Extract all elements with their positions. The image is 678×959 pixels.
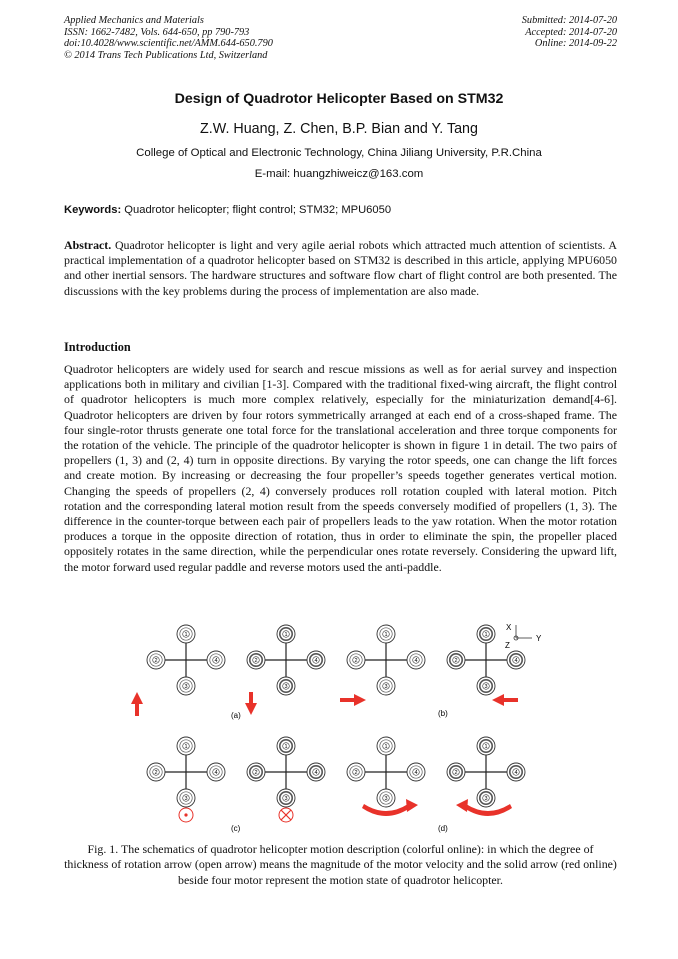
rotor-number: 2 bbox=[154, 770, 158, 777]
rotor-number: 4 bbox=[314, 658, 318, 665]
rotor-number: 4 bbox=[514, 770, 518, 777]
quadrotor-8 bbox=[447, 737, 525, 807]
copyright-line: © 2014 Trans Tech Publications Ltd, Switzerland bbox=[64, 49, 268, 61]
authors: Z.W. Huang, Z. Chen, B.P. Bian and Y. Tang bbox=[200, 121, 478, 137]
rotor-number: 4 bbox=[414, 770, 418, 777]
rotor bbox=[147, 651, 165, 669]
rotor-number: 4 bbox=[414, 658, 418, 665]
rotor-number: 3 bbox=[484, 796, 488, 803]
rotor bbox=[147, 763, 165, 781]
panel-label-a: (a) bbox=[231, 711, 241, 720]
paper-title: Design of Quadrotor Helicopter Based on STM32 bbox=[174, 91, 504, 107]
keywords-text: Quadrotor helicopter; flight control; STM32; MPU6050 bbox=[121, 204, 392, 216]
rotor-number: 1 bbox=[484, 632, 488, 639]
quadrotor-7 bbox=[347, 737, 425, 807]
rotor bbox=[247, 651, 265, 669]
abstract-label: Abstract. bbox=[64, 238, 112, 252]
axis-x: X bbox=[506, 623, 512, 632]
rotor-number: 4 bbox=[314, 770, 318, 777]
axis-z: Z bbox=[505, 641, 510, 650]
rotor bbox=[377, 625, 395, 643]
doi-line: doi:10.4028/www.scientific.net/AMM.644-650.790 bbox=[64, 38, 273, 50]
rotor-number: 1 bbox=[184, 632, 188, 639]
arrow-right bbox=[340, 694, 366, 706]
quadrotor-1 bbox=[147, 625, 225, 695]
rotor-number: 1 bbox=[384, 744, 388, 751]
issn-line: ISSN: 1662-7482, Vols. 644-650, pp 790-793 bbox=[64, 26, 250, 38]
rotor-number: 2 bbox=[354, 658, 358, 665]
rotor-number: 1 bbox=[284, 632, 288, 639]
rotor-number: 2 bbox=[254, 658, 258, 665]
rotor bbox=[477, 789, 495, 807]
rotor-number: 1 bbox=[284, 744, 288, 751]
rotor bbox=[347, 651, 365, 669]
rotor bbox=[507, 651, 525, 669]
quadrotor-6 bbox=[247, 737, 325, 807]
panel-label-d: (d) bbox=[438, 824, 448, 833]
marker-cross bbox=[279, 808, 293, 822]
rotor-number: 2 bbox=[254, 770, 258, 777]
submitted-date: Submitted: 2014-07-20 bbox=[521, 15, 617, 26]
rotor-number: 4 bbox=[514, 658, 518, 665]
rotor bbox=[177, 737, 195, 755]
rotor bbox=[277, 737, 295, 755]
accepted-date: Accepted: 2014-07-20 bbox=[525, 26, 617, 38]
journal-name: Applied Mechanics and Materials bbox=[64, 15, 204, 26]
quadrotor-diagrams bbox=[147, 625, 525, 807]
online-date: Online: 2014-09-22 bbox=[534, 38, 617, 50]
rotor bbox=[277, 789, 295, 807]
axis-y: Y bbox=[536, 634, 542, 643]
rotor bbox=[477, 677, 495, 695]
rotor bbox=[407, 763, 425, 781]
quadrotor-2 bbox=[247, 625, 325, 695]
rotor bbox=[177, 677, 195, 695]
keywords bbox=[64, 204, 617, 216]
rotor bbox=[477, 625, 495, 643]
abstract bbox=[64, 238, 617, 299]
figure-caption: Fig. 1. The schematics of quadrotor helicopter motion description (colorful online): in which the degree of thickness of rotation arrow (open arrow) means the magnitude of the motor velocity and the solid arrow (red online) beside four motor represent the motion state of quadrotor helicopter. bbox=[64, 842, 617, 887]
rotor bbox=[377, 789, 395, 807]
rotor-number: 3 bbox=[384, 684, 388, 691]
rotor bbox=[507, 763, 525, 781]
introduction-text: Quadrotor helicopters are widely used for search and rescue missions as well as for aerial survey and inspection applications both in military and civilian [1-3]. Compared with the traditional fixed-wing aircraft, the flight control of quadrotor helicopters is much more complex relatively, especially for the miniaturization demand[4-6]. Quadrotor helicopters are driven by four rotors symmetrically arranged at each end of a cross-shaped frame. The four single-rotor thrusts generate one total force for the translational acceleration and three torque components for the rotation of the vehicle. The principle of the quadrotor helicopter is shown in figure 1 in detail. The two pairs of propellers (1, 3) and (2, 4) turn in opposite directions. By varying the rotor speeds, one can change the lift forces and create motion. By increasing or decreasing the four propeller’s speeds together generates vertical motion. Changing the speeds of propellers (2, 4) conversely produces roll rotation coupled with lateral motion. Pitch rotation and the corresponding lateral motion result from the speeds conversely modified of propellers (1, 3). The difference in the counter-torque between each pair of propellers leads to the yaw rotation. When the motor rotation produces a torque in the opposite direction of rotation, thus in order to eliminate the spin, the propeller placed oppositely rotates in the same direction, while the perpendicular ones rotate reversely. Considering the upward lift, the motor forward used regular paddle and reverse motors used the anti-paddle. bbox=[64, 362, 617, 574]
rotor-number: 3 bbox=[384, 796, 388, 803]
rotor-number: 4 bbox=[214, 770, 218, 777]
panel-label-b: (b) bbox=[438, 709, 448, 718]
quadrotor-3 bbox=[347, 625, 425, 695]
figure-1 bbox=[128, 622, 558, 836]
quadrotor-4 bbox=[447, 625, 525, 695]
introduction-heading: Introduction bbox=[64, 340, 131, 354]
rotor bbox=[447, 763, 465, 781]
rotor bbox=[277, 625, 295, 643]
arrow-down bbox=[245, 692, 257, 715]
rotor bbox=[407, 651, 425, 669]
rotor bbox=[307, 651, 325, 669]
email: E-mail: huangzhiweicz@163.com bbox=[254, 168, 424, 180]
rotor-number: 3 bbox=[284, 796, 288, 803]
marker-dot bbox=[179, 808, 193, 822]
rotor bbox=[347, 763, 365, 781]
rotor bbox=[207, 763, 225, 781]
rotor-number: 1 bbox=[484, 744, 488, 751]
keywords-label: Keywords: bbox=[64, 204, 122, 216]
rotor-number: 3 bbox=[184, 796, 188, 803]
rotor-number: 2 bbox=[154, 658, 158, 665]
rotor bbox=[447, 651, 465, 669]
rotor bbox=[177, 789, 195, 807]
rotor bbox=[247, 763, 265, 781]
rotor-number: 3 bbox=[284, 684, 288, 691]
rotor-number: 2 bbox=[354, 770, 358, 777]
rotor-number: 2 bbox=[454, 658, 458, 665]
rotor bbox=[307, 763, 325, 781]
header-right bbox=[522, 15, 617, 50]
rotor-number: 4 bbox=[214, 658, 218, 665]
rotor bbox=[477, 737, 495, 755]
rotor-number: 1 bbox=[184, 744, 188, 751]
arrow-left bbox=[492, 694, 518, 706]
header-left bbox=[64, 15, 273, 61]
rotor bbox=[207, 651, 225, 669]
panel-label-c: (c) bbox=[231, 824, 241, 833]
rotor bbox=[377, 737, 395, 755]
rotor bbox=[177, 625, 195, 643]
rotor-number: 2 bbox=[454, 770, 458, 777]
rotor bbox=[377, 677, 395, 695]
affiliation: College of Optical and Electronic Technology, China Jiliang University, P.R.China bbox=[136, 147, 542, 159]
abstract-text: Quadrotor helicopter is light and very agile aerial robots which attracted much attention of scientists. A practical implementation of a quadrotor helicopter based on STM32 is described in this article, applying MPU6050 and other inertial sensors. The hardware structures and software flow chart of flight control are both presented. The discussions with the key problems during the process of implementation are also made. bbox=[64, 238, 617, 298]
rotor bbox=[277, 677, 295, 695]
rotor-number: 1 bbox=[384, 632, 388, 639]
axis-glyph bbox=[514, 625, 532, 640]
quadrotor-5 bbox=[147, 737, 225, 807]
arrow-up bbox=[131, 692, 143, 716]
rotor-number: 3 bbox=[184, 684, 188, 691]
rotor-number: 3 bbox=[484, 684, 488, 691]
